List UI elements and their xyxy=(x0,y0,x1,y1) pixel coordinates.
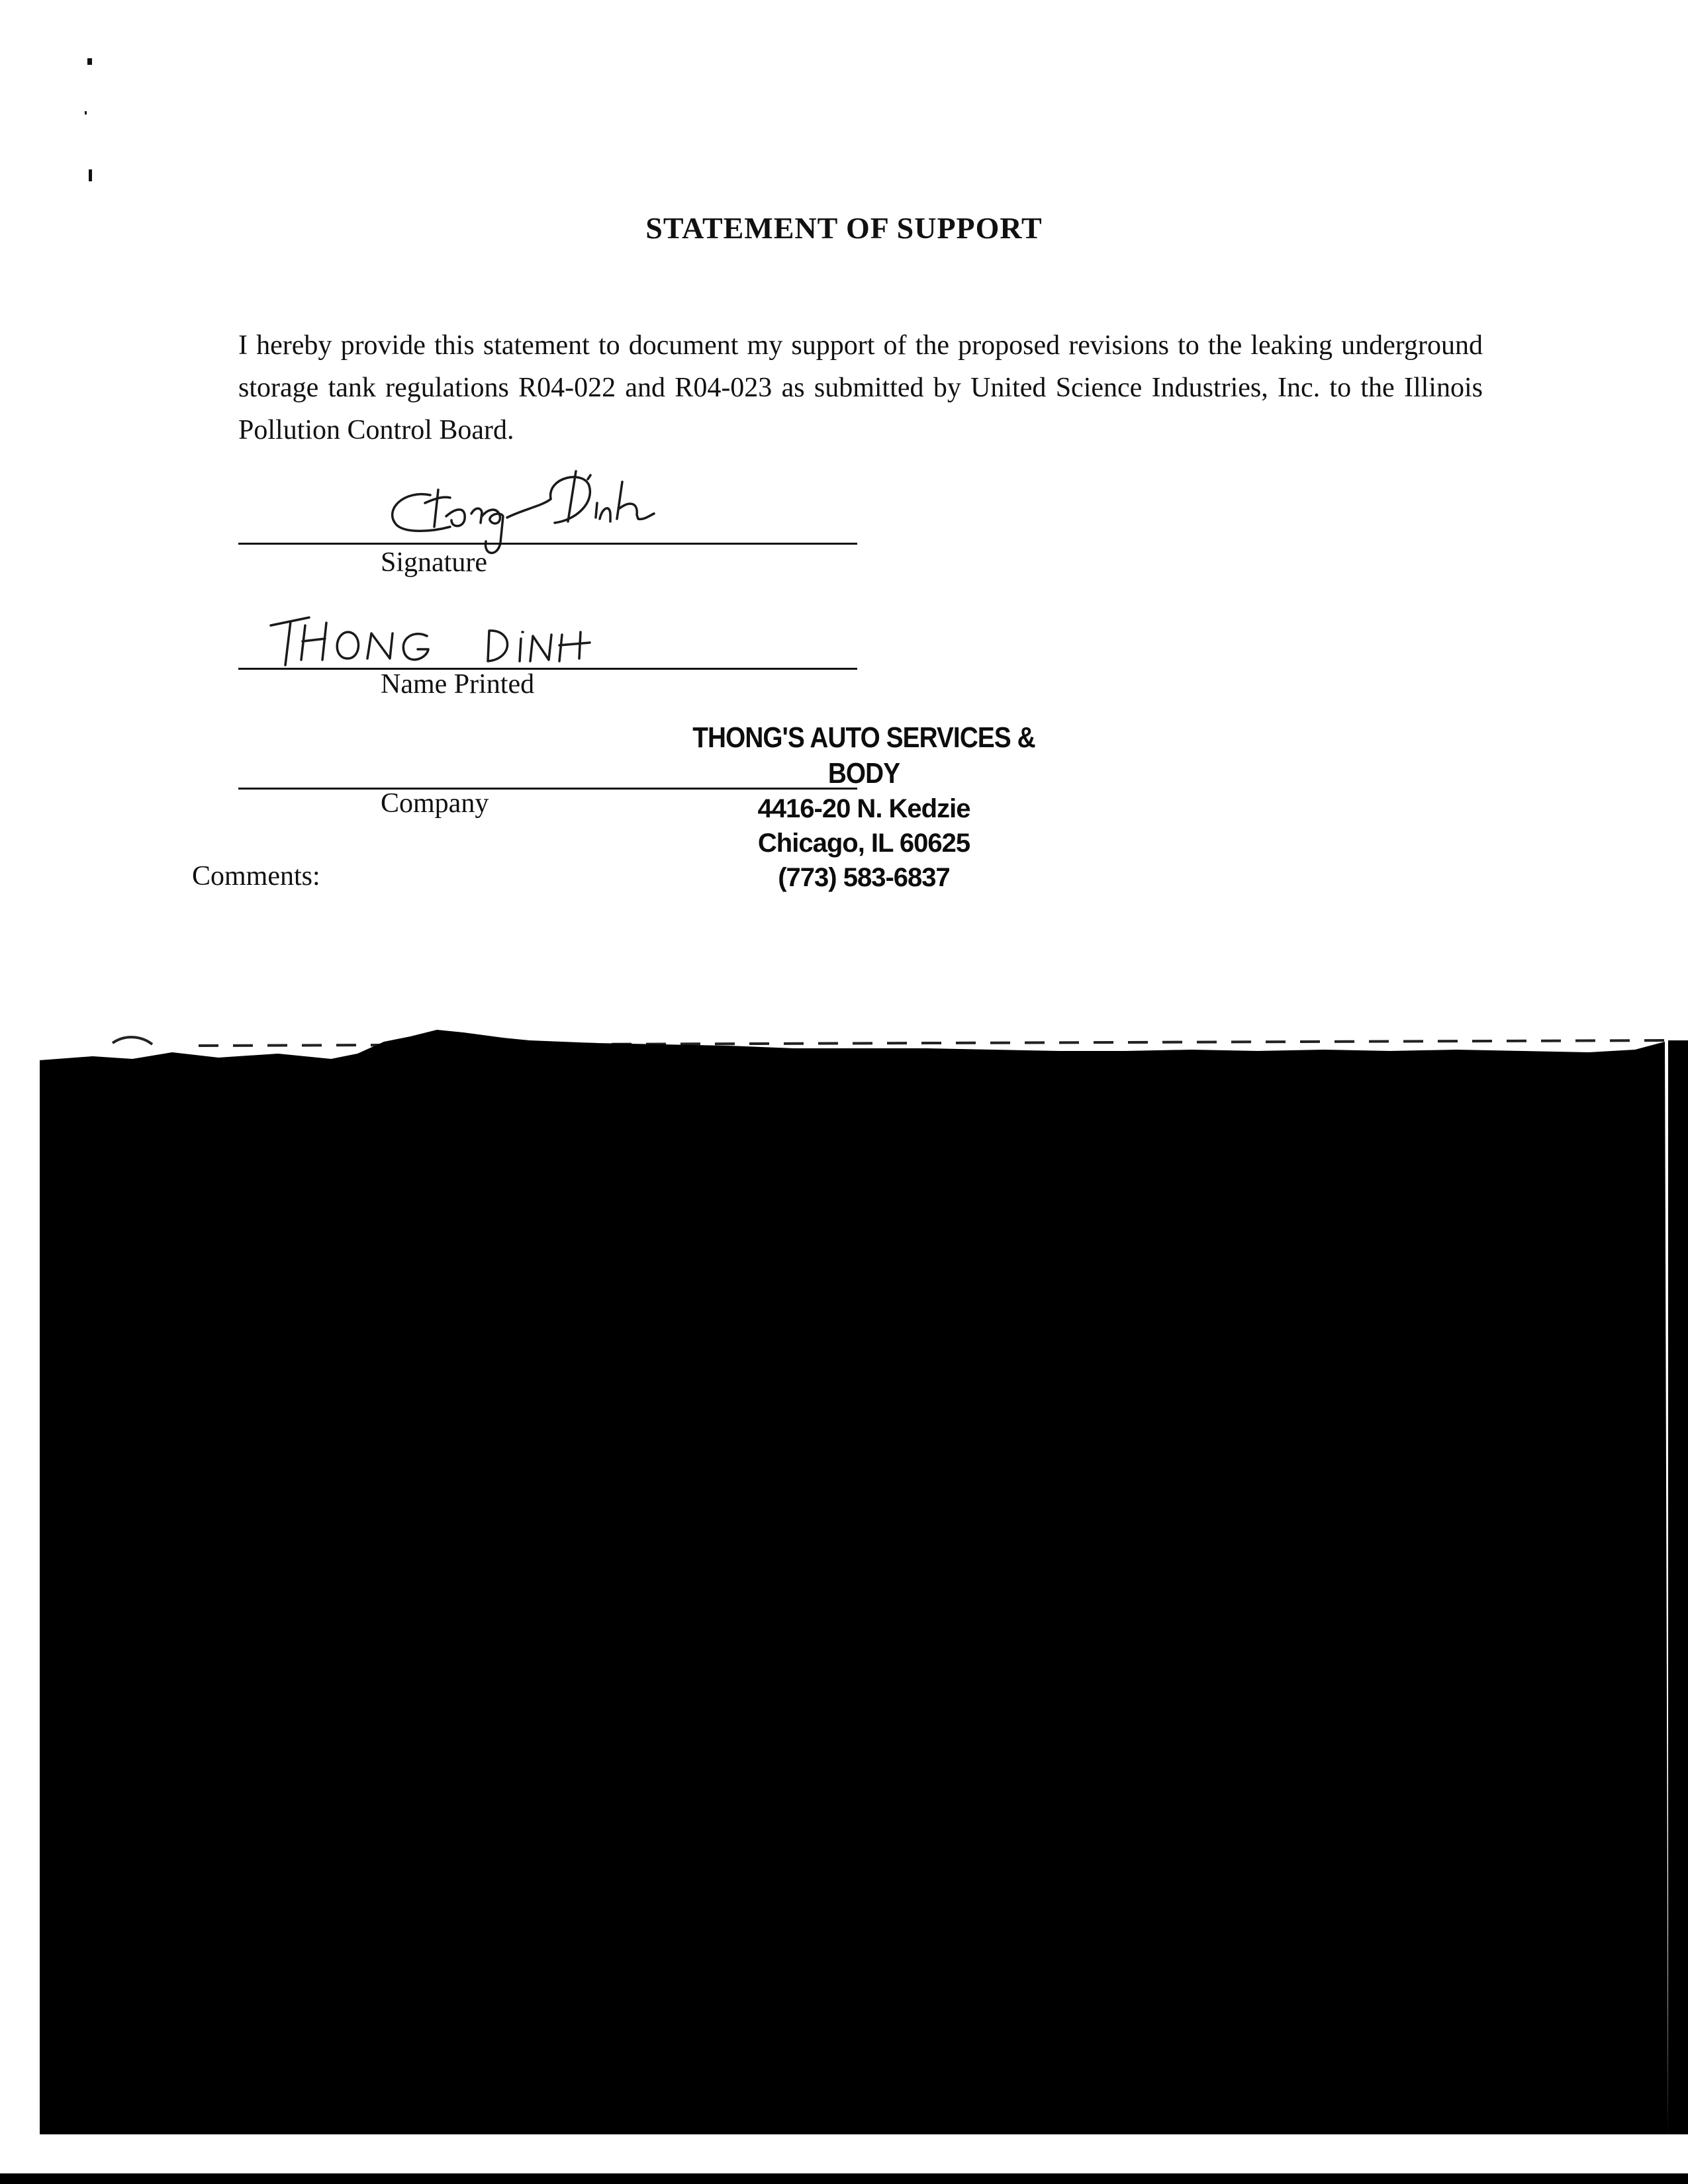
stamp-phone: (773) 583-6837 xyxy=(778,863,950,892)
stamp-address-line2: Chicago, IL 60625 xyxy=(757,829,970,858)
name-printed-label: Name Printed xyxy=(381,669,535,700)
stamp-company-name: THONG'S AUTO SERVICES & BODY xyxy=(692,721,1035,790)
stamp-address-line1: 4416-20 N. Kedzie xyxy=(757,794,970,823)
signature-label: Signature xyxy=(381,547,487,578)
comments-label: Comments: xyxy=(192,861,320,891)
company-label: Company xyxy=(381,788,489,819)
document-title: STATEMENT OF SUPPORT xyxy=(645,211,1043,245)
statement-body: I hereby provide this statement to document my support of the proposed revisions to the leaking underground storage tank regulations R04-022 and R04-023 as submitted by United Science Industries, Inc. to the Illinois Pollution Control Board. xyxy=(238,330,1483,445)
